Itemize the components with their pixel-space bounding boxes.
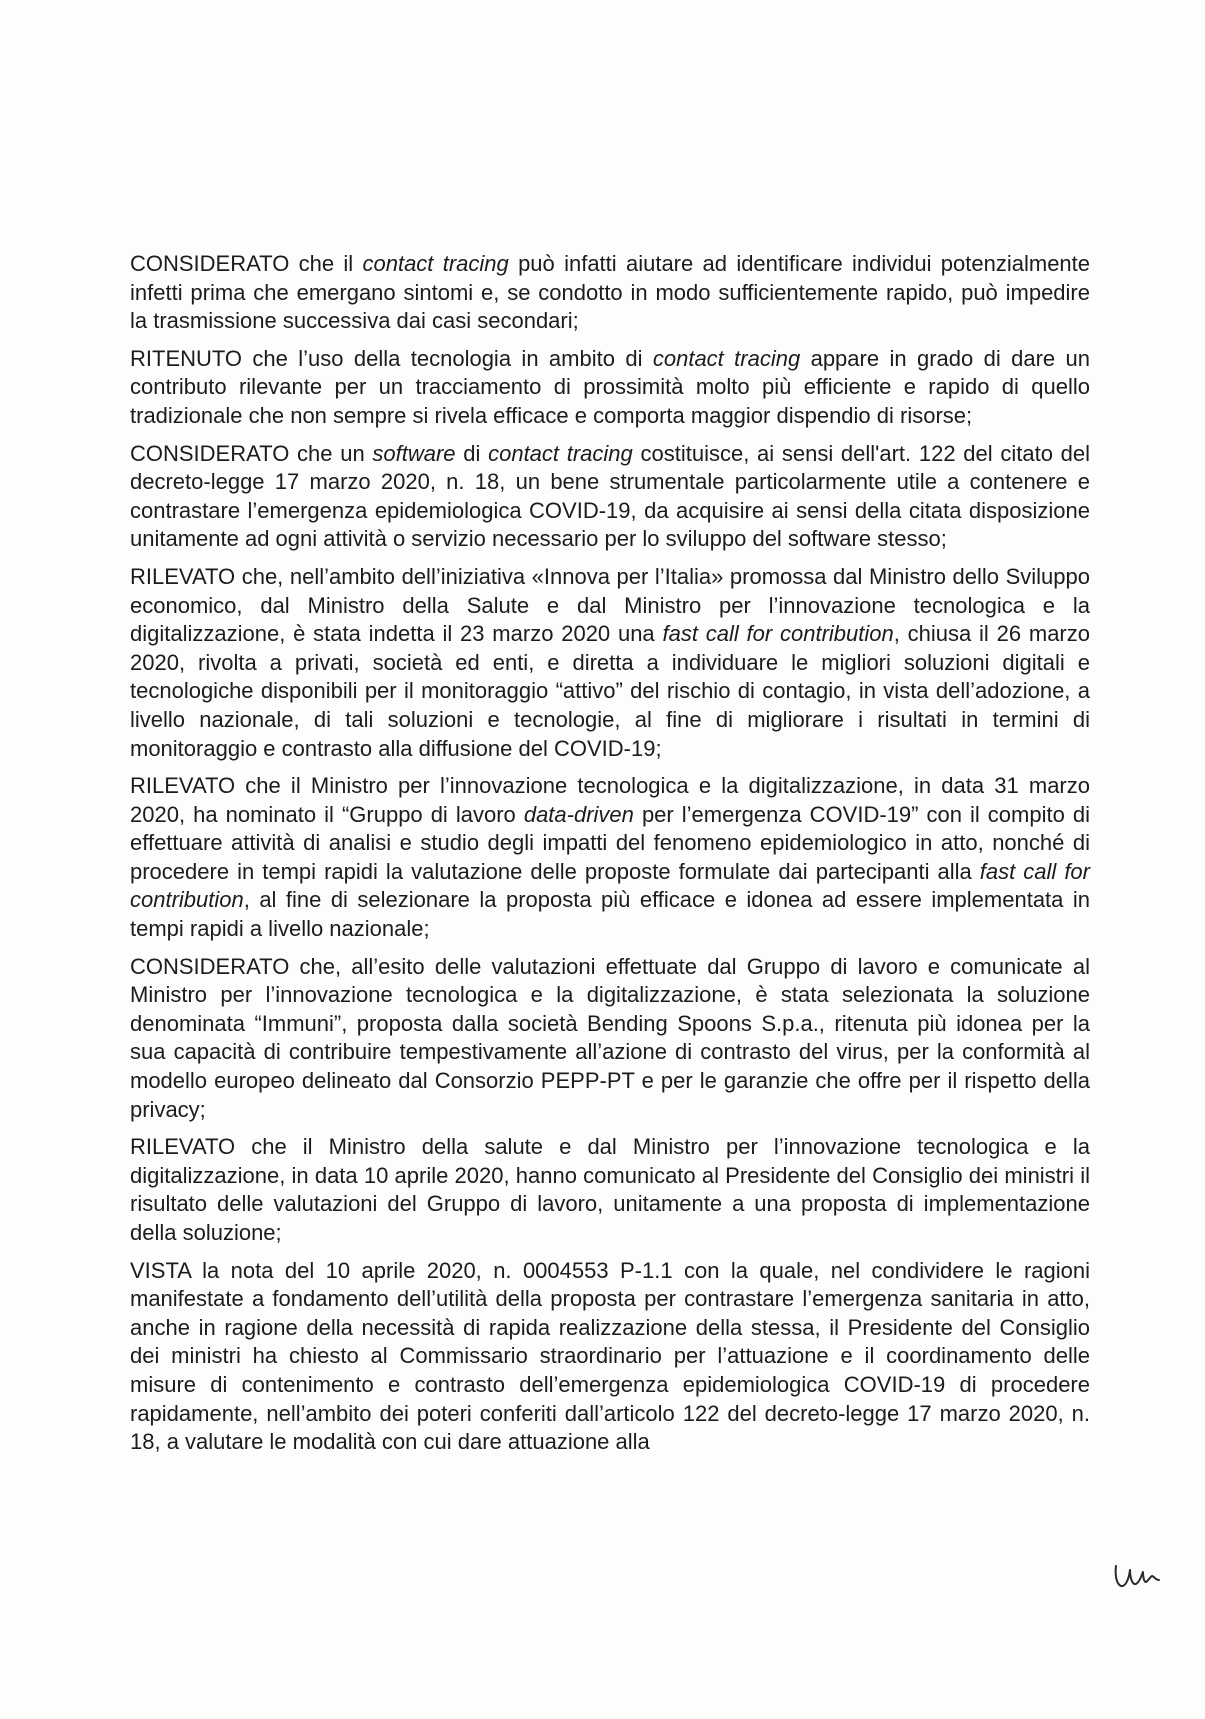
paragraph <box>130 1257 1090 1457</box>
document-body <box>130 250 1090 1466</box>
italic-term: contact tracing <box>652 345 801 371</box>
italic-term: data-driven <box>523 801 634 827</box>
italic-term: fast call for contribution <box>662 621 894 647</box>
paragraph <box>130 563 1090 763</box>
paragraph <box>130 440 1090 554</box>
paragraph <box>130 772 1090 944</box>
text-segment: appare in grado di dare un contributo rilevante per un tracciamento di prossimità molto più efficiente e rapido di quello tradizionale che non sempre si rivela efficace e comporta maggior dispendio di risorse; <box>130 345 1090 428</box>
text-segment: costituisce, ai sensi dell'art. 122 del citato del decreto-legge 17 marzo 2020, n. 18, un bene strumentale particolarmente utile a contenere e contrastare l’emergenza epidemiologica COVID-19, da acquisire ai sensi della citata disposizione unitamente ad ogni attività o servizio necessario per lo sviluppo del software stesso; <box>130 440 1090 552</box>
text-segment: CONSIDERATO che, all’esito delle valutazioni effettuate dal Gruppo di lavoro e comunicate al Ministro per l’innovazione tecnologica e la digitalizzazione, è stata selezionata la soluzione denominata “Immuni”, proposta dalla società Bending Spoons S.p.a., ritenuta più idonea per la sua capacità di contribuire tempestivamente all’azione di contrasto del virus, per la conformità al modello europeo delineato dal Consorzio PEPP-PT e per le garanzie che offre per il rispetto della privacy; <box>130 953 1090 1122</box>
text-segment: può infatti aiutare ad identificare individui potenzialmente infetti prima che emergano sintomi e, se condotto in modo sufficientemente rapido, può impedire la trasmissione successiva dai casi secondari; <box>130 251 1091 334</box>
text-segment: RILEVATO che il Ministro per l’innovazione tecnologica e la digitalizzazione, in data 31 marzo 2020, ha nominato il “Gruppo di lavoro <box>130 773 1090 827</box>
italic-term: fast call for contribution <box>130 858 1090 913</box>
italic-term: software <box>372 440 456 466</box>
handwritten-initials <box>1112 1560 1162 1594</box>
italic-term: contact tracing <box>362 251 509 276</box>
text-segment: VISTA la nota del 10 aprile 2020, n. 0004553 P-1.1 con la quale, nel condividere le ragioni manifestate a fondamento dell’utilità della proposta per contrastare l’emergenza sanitaria in atto, anche in ragione della necessità di rapida realizzazione della stessa, il Presidente del Consiglio dei ministri ha chiesto al Commissario straordinario per l’attuazione e il coordinamento delle misure di contenimento e contrasto dell’emergenza epidemiologica COVID-19 di procedere rapidamente, nell’ambito dei poteri conferiti dall’articolo 122 del decreto-legge 17 marzo 2020, n. 18, a valutare le modalità con cui dare attuazione alla <box>130 1257 1090 1455</box>
paragraph <box>130 345 1090 431</box>
text-segment: , al fine di selezionare la proposta più efficace e idonea ad essere implementata in tempi rapidi a livello nazionale; <box>130 887 1090 942</box>
text-segment: RITENUTO che l’uso della tecnologia in ambito di <box>130 345 653 371</box>
paragraph <box>130 953 1090 1125</box>
paragraph <box>130 250 1090 336</box>
text-segment: CONSIDERATO che il <box>130 251 363 276</box>
text-segment: RILEVATO che il Ministro della salute e dal Ministro per l’innovazione tecnologica e la digitalizzazione, in data 10 aprile 2020, hanno comunicato al Presidente del Consiglio dei ministri il risultato delle valutazioni del Gruppo di lavoro, unitamente a una proposta di implementazione della soluzione; <box>130 1134 1090 1245</box>
paragraph <box>130 1133 1090 1247</box>
italic-term: contact tracing <box>488 440 633 466</box>
text-segment: , chiusa il 26 marzo 2020, rivolta a privati, società ed enti, e diretta a individuare le migliori soluzioni digitali e tecnologiche disponibili per il monitoraggio “attivo” del rischio di contagio, in vista dell’adozione, a livello nazionale, di tali soluzioni e tecnologie, al fine di migliorare i risultati in termini di monitoraggio e contrasto alla diffusione del COVID-19; <box>130 621 1090 761</box>
text-segment: CONSIDERATO che un <box>130 440 373 466</box>
text-segment: di <box>455 440 489 466</box>
text-segment: RILEVATO che, nell’ambito dell’iniziativa «Innova per l’Italia» promossa dal Ministro dello Sviluppo economico, dal Ministro della Salute e dal Ministro per l’innovazione tecnologica e la digitalizzazione, è stata indetta il 23 marzo 2020 una <box>130 563 1090 647</box>
text-segment: per l’emergenza COVID-19” con il compito di effettuare attività di analisi e studio degli impatti del fenomeno epidemiologico in atto, nonché di procedere in tempi rapidi la valutazione delle proposte formulate dai partecipanti alla <box>130 801 1091 884</box>
